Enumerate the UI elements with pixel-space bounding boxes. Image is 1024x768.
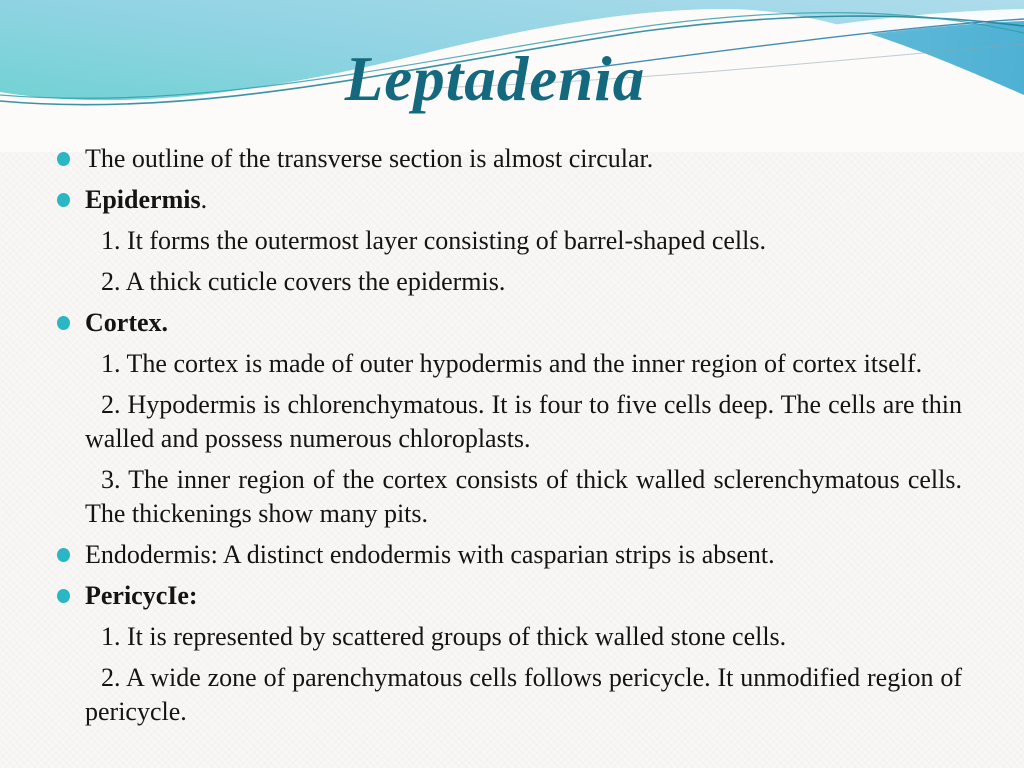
bullet-icon	[57, 152, 70, 166]
sub-item	[85, 463, 962, 531]
sub-item	[85, 388, 962, 456]
sub-item-text: 2. A thick cuticle covers the epidermis.	[101, 267, 506, 296]
sub-item	[85, 620, 962, 654]
bullet-icon	[57, 548, 70, 562]
bullet-item	[85, 142, 962, 176]
bullet-item	[85, 183, 962, 217]
bullet-icon	[57, 589, 70, 603]
bullet-icon	[57, 193, 70, 207]
sub-item	[85, 224, 962, 258]
bullet-item	[85, 538, 962, 572]
slide-body	[85, 142, 962, 736]
sub-item	[85, 661, 962, 729]
sub-item	[85, 265, 962, 299]
slide-title: Leptadenia	[344, 44, 646, 114]
bullet-item-text: .	[200, 185, 208, 214]
bullet-item-bold-text: Cortex.	[85, 308, 169, 337]
sub-item-text: 2. Hypodermis is chlorenchymatous. It is four to five cells deep. The cells are thin walled and possess numerous chloroplasts.	[85, 390, 962, 453]
bullet-item	[85, 306, 962, 340]
bullet-item	[85, 579, 962, 613]
bullet-icon	[57, 316, 70, 330]
bullet-item-bold-text: PericycIe:	[85, 581, 198, 610]
sub-item-text: 1. It is represented by scattered groups of thick walled stone cells.	[101, 622, 787, 651]
bullet-item-text: Endodermis: A distinct endodermis with casparian strips is absent.	[85, 540, 775, 569]
sub-item-text: 3. The inner region of the cortex consists of thick walled sclerenchymatous cells. The thickenings show many pits.	[85, 465, 962, 528]
bullet-item-text: The outline of the transverse section is almost circular.	[85, 144, 654, 173]
bullet-item-bold-text: Epidermis	[85, 185, 201, 214]
sub-item	[85, 347, 962, 381]
sub-item-text: 2. A wide zone of parenchymatous cells follows pericycle. It unmodified region of pericycle.	[85, 663, 962, 726]
sub-item-text: 1. The cortex is made of outer hypodermis and the inner region of cortex itself.	[101, 349, 923, 378]
sub-item-text: 1. It forms the outermost layer consisting of barrel-shaped cells.	[101, 226, 766, 255]
